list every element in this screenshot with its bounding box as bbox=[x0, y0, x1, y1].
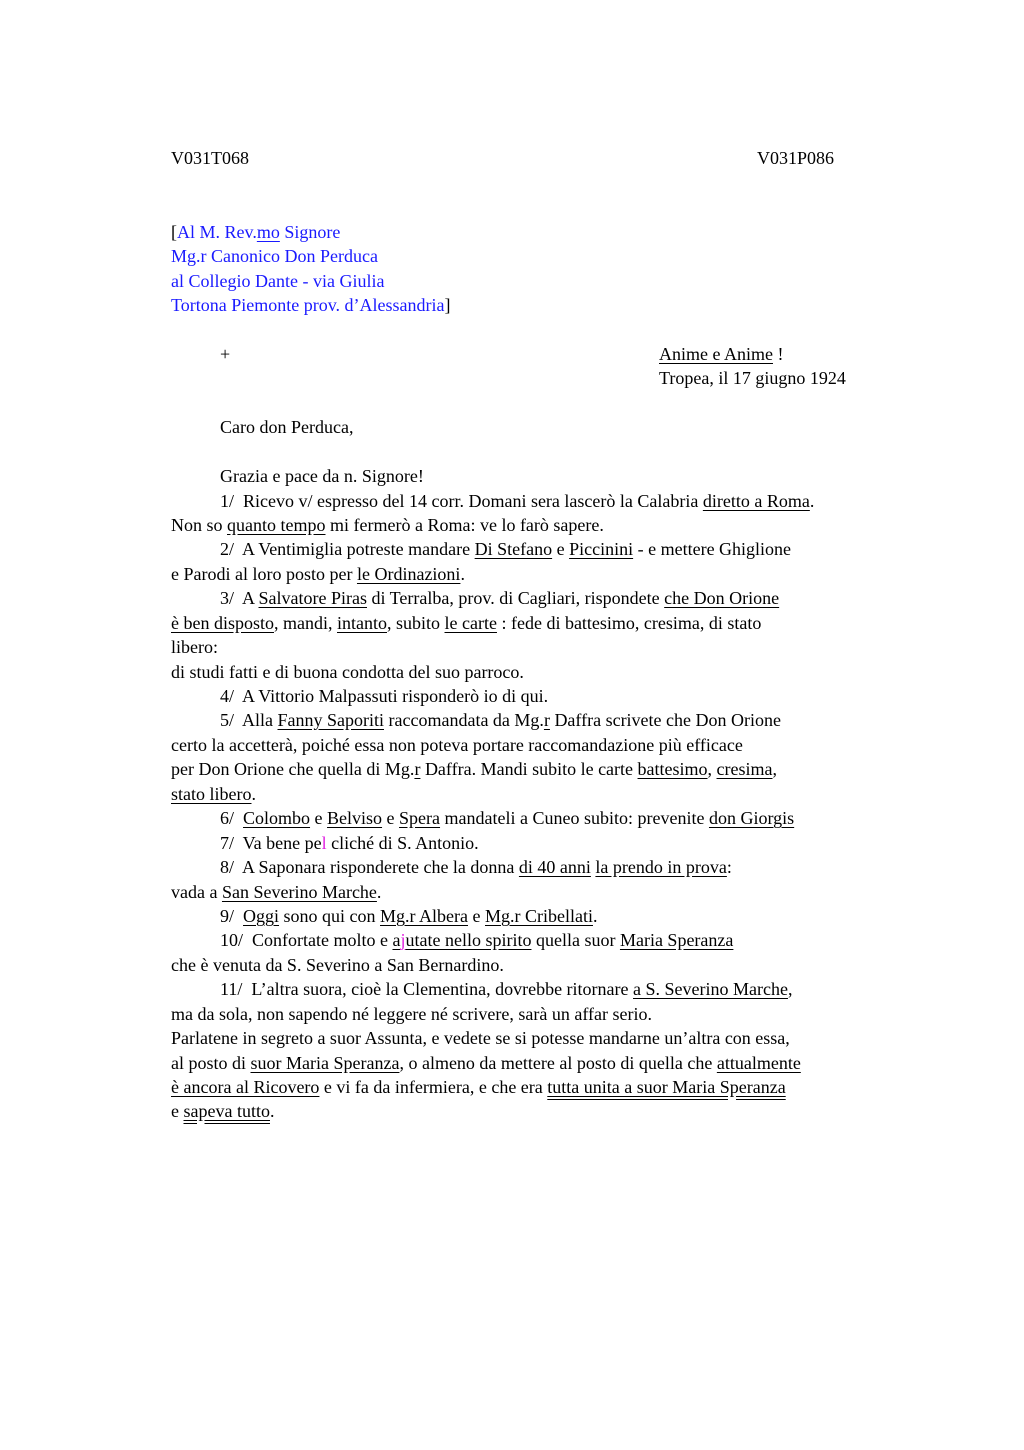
point-3-line-4: di studi fatti e di buona condotta del suo parroco. bbox=[171, 662, 524, 682]
point-1-line-1: 1/ Ricevo v/ espresso del 14 corr. Domani sera lascerò la Calabria diretto a Roma. bbox=[220, 491, 815, 511]
point-5-line-2: certo la accetterà, poiché essa non poteva portare raccomandazione più efficace bbox=[171, 735, 743, 755]
point-11-line-2: ma da sola, non sapendo né leggere né scrivere, sarà un affar serio. bbox=[171, 1004, 652, 1024]
point-2-line-1: 2/ A Ventimiglia potreste mandare Di Stefano e Piccinini - e mettere Ghiglione bbox=[220, 539, 792, 559]
point-3-line-3: libero: bbox=[171, 637, 218, 657]
document-code-left: V031T068 bbox=[171, 148, 249, 168]
point-8-line-2: vada a San Severino Marche. bbox=[171, 882, 382, 902]
address-line-2: Mg.r Canonico Don Perduca bbox=[171, 246, 378, 266]
point-5-line-4: stato libero. bbox=[171, 784, 256, 804]
motto: Anime e Anime ! bbox=[659, 344, 784, 364]
place-date: Tropea, il 17 giugno 1924 bbox=[659, 368, 846, 388]
point-3-line-1: 3/ A Salvatore Piras di Terralba, prov. di Cagliari, rispondete che Don Orione bbox=[220, 588, 780, 608]
point-9-line-1: 9/ Oggi sono qui con Mg.r Albera e Mg.r Cribellati. bbox=[220, 906, 598, 926]
point-11-line-1: 11/ L’altra suora, cioè la Clementina, dovrebbe ritornare a S. Severino Marche, bbox=[220, 979, 793, 999]
salutation: Caro don Perduca, bbox=[220, 417, 354, 437]
point-1-line-2: Non so quanto tempo mi fermerò a Roma: ve lo farò sapere. bbox=[171, 515, 604, 535]
point-11-line-6: e sapeva tutto. bbox=[171, 1101, 275, 1121]
point-4-line-1: 4/ A Vittorio Malpassuti risponderò io di qui. bbox=[220, 686, 549, 706]
point-10-line-1: 10/ Confortate molto e ajutate nello spirito quella suor Maria Speranza bbox=[220, 930, 734, 950]
point-11-line-5: è ancora al Ricovero e vi fa da infermiera, e che era tutta unita a suor Maria Speranza bbox=[171, 1077, 786, 1097]
point-10-line-2: che è venuta da S. Severino a San Bernardino. bbox=[171, 955, 504, 975]
point-11-line-4: al posto di suor Maria Speranza, o almeno da mettere al posto di quella che attualmente bbox=[171, 1053, 801, 1073]
point-2-line-2: e Parodi al loro posto per le Ordinazioni. bbox=[171, 564, 465, 584]
point-11-line-3: Parlatene in segreto a suor Assunta, e vedete se si potesse mandarne un’altra con essa, bbox=[171, 1028, 790, 1048]
point-8-line-1: 8/ A Saponara risponderete che la donna di 40 anni la prendo in prova: bbox=[220, 857, 732, 877]
cross-symbol: + bbox=[220, 344, 231, 364]
point-3-line-2: è ben disposto, mandi, intanto, subito le carte : fede di battesimo, cresima, di stato bbox=[171, 613, 762, 633]
point-5-line-1: 5/ Alla Fanny Saporiti raccomandata da Mg.r Daffra scrivete che Don Orione bbox=[220, 710, 782, 730]
document-code-right: V031P086 bbox=[757, 148, 835, 168]
point-5-line-3: per Don Orione che quella di Mg.r Daffra. Mandi subito le carte battesimo, cresima, bbox=[171, 759, 777, 779]
point-7-line-1: 7/ Va bene pel cliché di S. Antonio. bbox=[220, 833, 479, 853]
address-line-4: Tortona Piemonte prov. d’Alessandria] bbox=[171, 295, 451, 315]
address-line-3: al Collegio Dante - via Giulia bbox=[171, 271, 385, 291]
greeting: Grazia e pace da n. Signore! bbox=[220, 466, 424, 486]
point-6-line-1: 6/ Colombo e Belviso e Spera mandateli a Cuneo subito: prevenite don Giorgis bbox=[220, 808, 795, 828]
address-line-1: [Al M. Rev.mo Signore bbox=[171, 222, 341, 242]
